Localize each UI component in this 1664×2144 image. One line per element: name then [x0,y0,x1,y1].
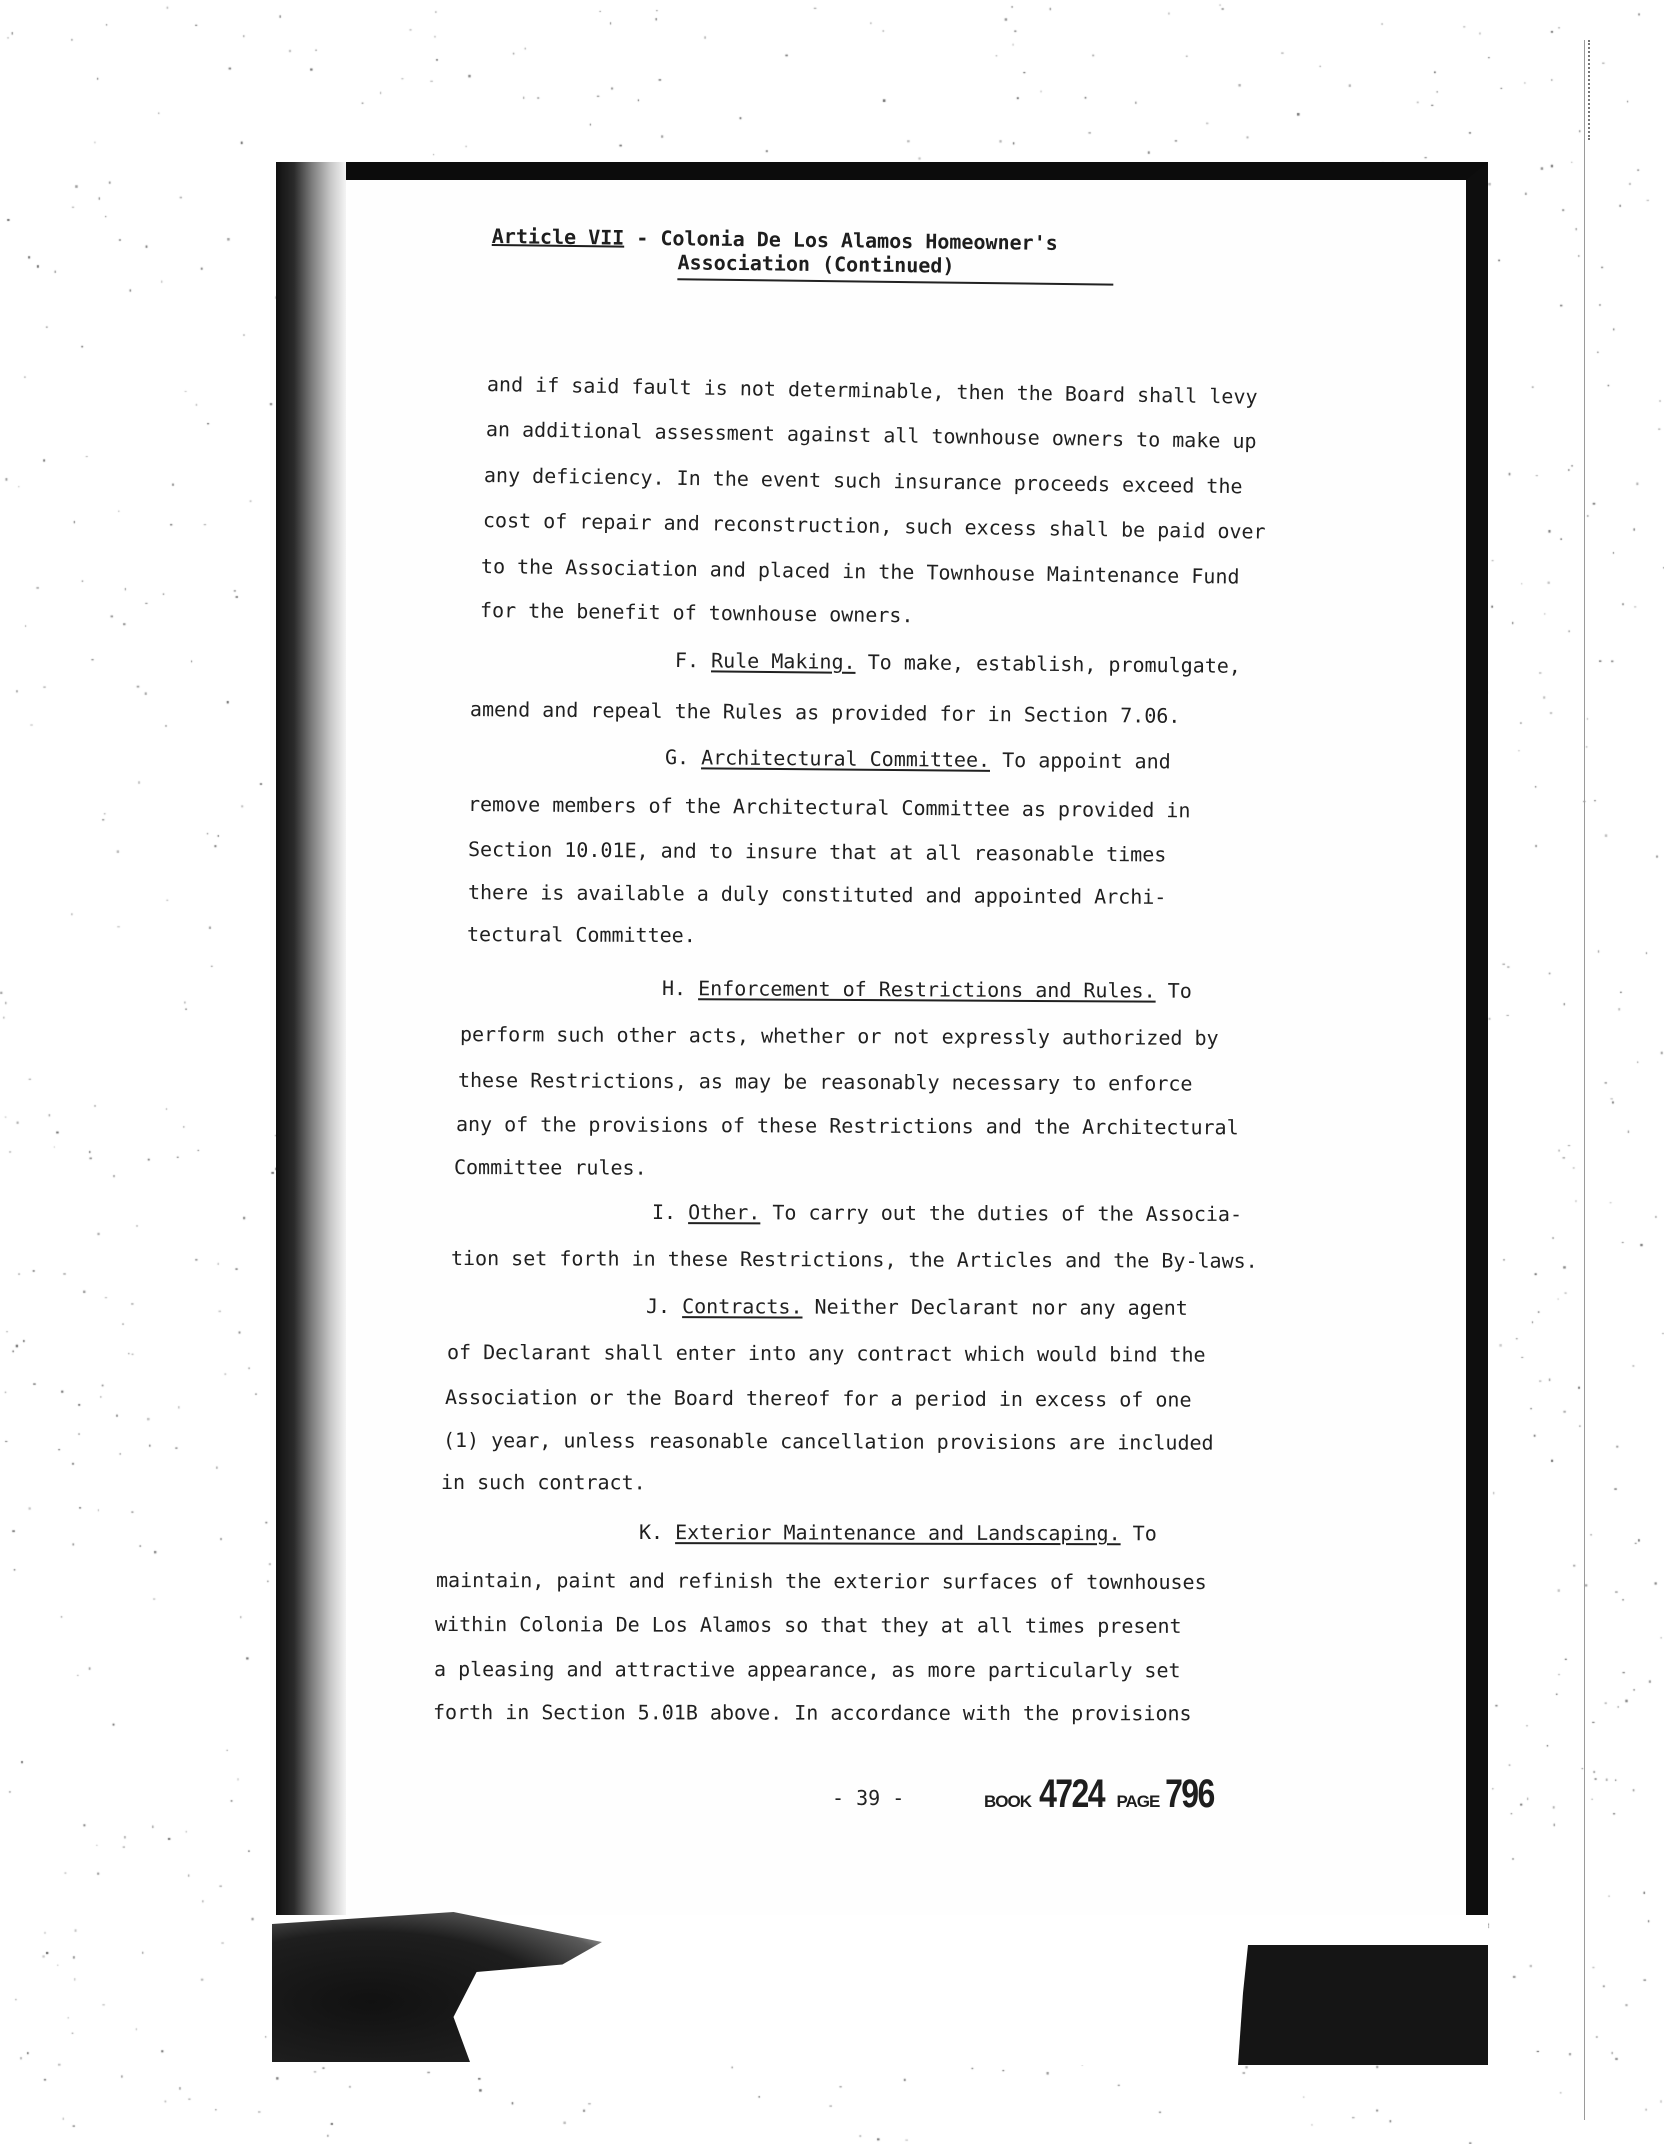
body-line [467,922,696,947]
page-number: - 39 - [832,1786,905,1810]
book-page-stamp [984,1772,1220,1817]
body-line [447,1340,1206,1367]
line-text: K. [638,1520,676,1545]
section-title: Contracts. [682,1294,803,1319]
line-text: G. [664,745,702,770]
line-text-after-title: To [1120,1521,1157,1546]
line-text: F. [674,648,712,673]
line-text-after-title: To make, establish, promulgate, [855,649,1242,678]
heading-title-line1: Colonia De Los Alamos Homeowner's [660,226,1058,255]
line-text: of Declarant shall enter into any contract which would bind the [446,1340,1206,1367]
line-text: amend and repeal the Rules as provided for in Section 7.06. [469,697,1181,728]
line-text: Committee rules. [453,1155,647,1180]
body-line [445,1385,1192,1412]
line-text: these Restrictions, as may be reasonably necessary to enforce [457,1068,1193,1096]
section-title: Architectural Committee. [701,745,991,772]
line-text: H. [661,976,699,1001]
article-label: Article VII [491,224,625,250]
section-title: Rule Making. [710,648,856,674]
scan-edge-marks [1588,40,1592,140]
line-text: for the benefit of townhouse owners. [479,598,914,628]
body-line [441,1470,646,1494]
line-text: tectural Committee. [466,922,696,948]
line-text: a pleasing and attractive appearance, as more particularly set [433,1657,1181,1683]
page-label: PAGE [1116,1792,1160,1811]
section-title: Exterior Maintenance and Landscaping. [675,1520,1121,1546]
page-ref: 796 [1165,1772,1215,1816]
line-text: maintain, paint and refinish the exterior surfaces of townhouses [435,1568,1207,1595]
line-text-after-title: To carry out the duties of the Associa- [760,1200,1243,1227]
line-text: within Colonia De Los Alamos so that they at all times present [434,1612,1182,1638]
book-number: 4724 [1039,1772,1104,1816]
body-line [454,1155,647,1180]
body-line [451,1246,1258,1273]
body-line [458,1068,1193,1096]
copy-shadow-bottom-right [1238,1945,1488,2065]
line-text: cost of repair and reconstruction, such excess shall be paid over [482,508,1266,544]
body-line [435,1612,1182,1638]
line-text: remove members of the Architectural Committee as provided in [467,792,1191,823]
line-text-after-title: To appoint and [989,747,1171,774]
copy-shadow-left [276,162,346,1932]
line-text: Association or the Board thereof for a period in excess of one [444,1385,1192,1412]
line-text: an additional assessment against all townhouse owners to make up [485,417,1257,454]
body-line [639,1520,1157,1545]
body-line [665,745,1171,773]
heading-title-line2: Association (Continued) [677,250,955,278]
line-text: (1) year, unless reasonable cancellation provisions are included [442,1428,1214,1455]
body-line [456,1112,1239,1139]
line-text: in such contract. [440,1470,646,1495]
body-line [433,1700,1192,1725]
line-text: forth in Section 5.01B above. In accordance with the provisions [432,1700,1192,1726]
line-text-after-title: Neither Declarant nor any agent [802,1294,1188,1320]
line-text: to the Association and placed in the Townhouse Maintenance Fund [480,554,1240,589]
body-line [460,1022,1219,1050]
body-line [434,1657,1181,1682]
body-line [436,1568,1207,1594]
body-line [652,1200,1242,1226]
line-text: any deficiency. In the event such insurance proceeds exceed the [483,463,1243,499]
line-text: and if said fault is not determinable, then the Board shall levy [486,372,1258,409]
section-title: Other. [688,1200,761,1225]
line-text: there is available a duly constituted and appointed Archi- [467,880,1167,909]
body-line [646,1294,1188,1320]
line-text: Section 10.01E, and to insure that at all reasonable times [467,837,1167,867]
section-title: Enforcement of Restrictions and Rules. [698,976,1156,1003]
scan-edge-line [1584,40,1585,2120]
book-label: BOOK [984,1792,1031,1811]
line-text: tion set forth in these Restrictions, the Articles and the By-laws. [450,1246,1258,1273]
article-heading [491,224,1057,279]
line-text: perform such other acts, whether or not expressly authorized by [459,1022,1219,1050]
body-line [662,976,1192,1003]
body-line [443,1428,1214,1455]
heading-dash: - [624,225,661,251]
line-text-after-title: To [1155,978,1192,1003]
line-text: any of the provisions of these Restrictions and the Architectural [455,1112,1239,1140]
line-text: J. [645,1294,683,1319]
line-text: I. [651,1200,689,1225]
body-line [468,880,1167,909]
